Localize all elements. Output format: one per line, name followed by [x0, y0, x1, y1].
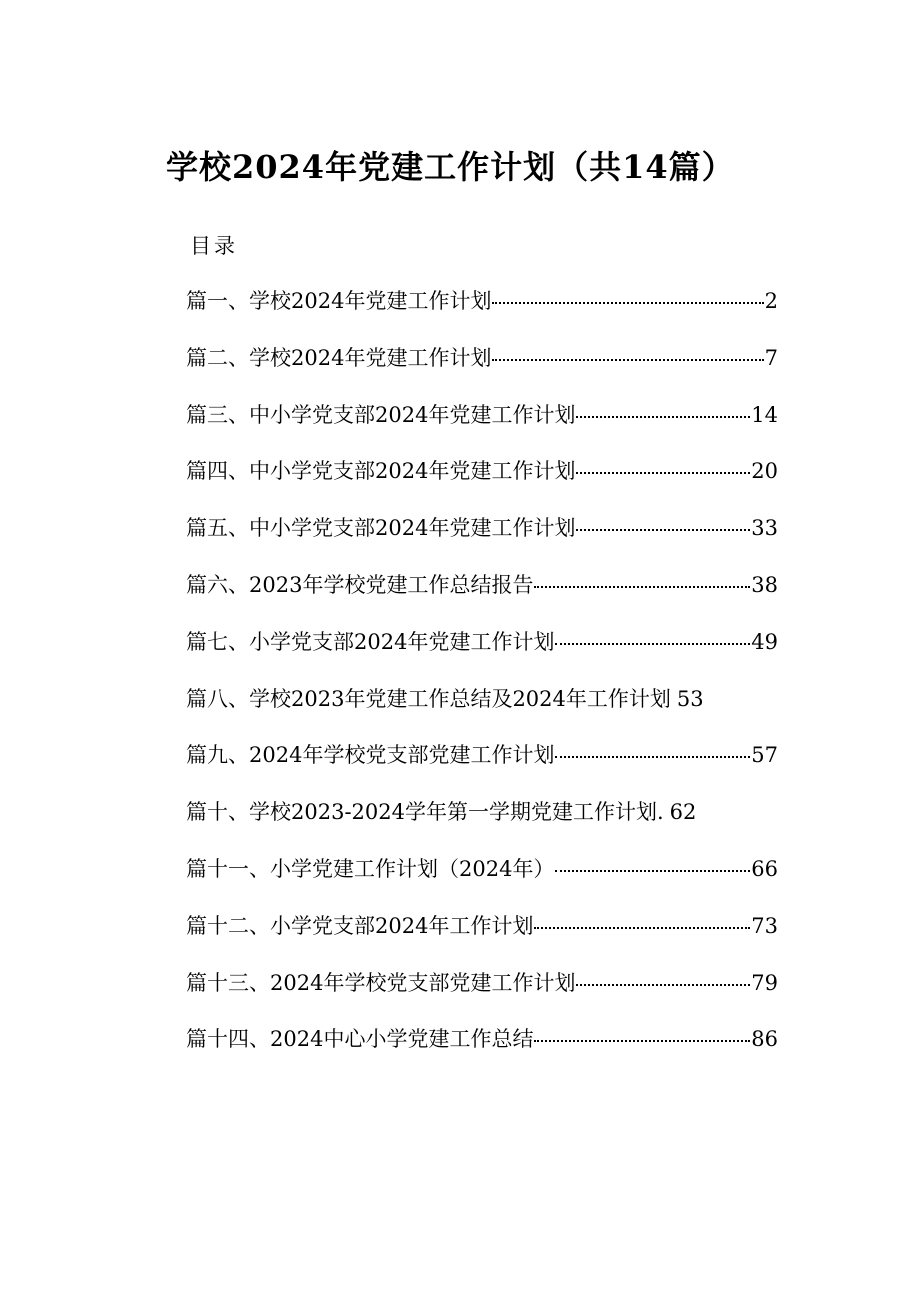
- toc-entry-title[interactable]: 篇二、学校2024年党建工作计划: [186, 345, 492, 370]
- toc-entry[interactable]: [186, 909, 778, 966]
- toc-entry[interactable]: [186, 795, 778, 852]
- table-of-contents: [186, 284, 778, 1079]
- toc-dot-leader: [534, 1036, 750, 1042]
- toc-page-number[interactable]: 49: [751, 629, 778, 654]
- toc-page-number[interactable]: 38: [751, 572, 778, 597]
- toc-entry[interactable]: [186, 511, 778, 568]
- document-title: 学校2024年党建工作计划（共14篇）: [166, 148, 735, 186]
- toc-entry[interactable]: [186, 341, 778, 398]
- toc-page-number[interactable]: 33: [751, 516, 778, 541]
- toc-dot-leader: [534, 923, 750, 929]
- toc-dot-leader: [534, 582, 750, 588]
- toc-entry-title[interactable]: 篇八、学校2023年党建工作总结及2024年工作计划: [186, 686, 671, 711]
- toc-entry-title[interactable]: 篇十三、2024年学校党支部党建工作计划: [186, 970, 576, 995]
- toc-page-number[interactable]: 79: [751, 970, 778, 995]
- toc-dot-leader: [576, 468, 750, 474]
- toc-entry-title[interactable]: 篇六、2023年学校党建工作总结报告: [186, 572, 534, 597]
- toc-page-number[interactable]: 57: [751, 743, 778, 768]
- toc-entry-title[interactable]: 篇十一、小学党建工作计划（2024年）: [186, 856, 555, 881]
- toc-page-number[interactable]: 86: [751, 1027, 778, 1052]
- toc-dot-leader: [576, 412, 750, 418]
- toc-entry[interactable]: [186, 568, 778, 625]
- toc-entry-title[interactable]: 篇七、小学党支部2024年党建工作计划: [186, 629, 555, 654]
- toc-dot-leader: [576, 525, 750, 531]
- toc-page-number[interactable]: 20: [751, 459, 778, 484]
- toc-dot-leader: [555, 752, 750, 758]
- toc-page-number[interactable]: 53: [676, 686, 704, 711]
- toc-entry-title[interactable]: 篇四、中小学党支部2024年党建工作计划: [186, 459, 576, 484]
- toc-entry[interactable]: [186, 682, 778, 739]
- toc-entry[interactable]: [186, 454, 778, 511]
- toc-dot-leader: [555, 639, 750, 645]
- toc-entry[interactable]: [186, 398, 778, 455]
- toc-dot-leader: [492, 298, 763, 304]
- toc-heading: 目录: [190, 234, 238, 258]
- toc-entry-title[interactable]: 篇九、2024年学校党支部党建工作计划: [186, 743, 555, 768]
- toc-entry-title[interactable]: 篇十四、2024中心小学党建工作总结: [186, 1027, 534, 1052]
- toc-entry-title[interactable]: 篇十二、小学党支部2024年工作计划: [186, 913, 534, 938]
- toc-entry-title[interactable]: 篇三、中小学党支部2024年党建工作计划: [186, 402, 576, 427]
- toc-entry-title[interactable]: 篇一、学校2024年党建工作计划: [186, 289, 492, 313]
- toc-dot-leader: [576, 980, 750, 986]
- toc-dot-leader: [492, 355, 763, 361]
- toc-page-number[interactable]: 2: [764, 289, 778, 313]
- toc-dot-leader: [555, 866, 750, 872]
- toc-page-number[interactable]: 66: [751, 856, 778, 881]
- toc-entry[interactable]: [186, 284, 778, 341]
- toc-entry[interactable]: [186, 1022, 778, 1079]
- toc-entry[interactable]: [186, 852, 778, 909]
- toc-page-number[interactable]: 7: [764, 345, 778, 370]
- toc-entry[interactable]: [186, 966, 778, 1023]
- toc-page-number[interactable]: 62: [669, 800, 697, 825]
- toc-entry[interactable]: [186, 738, 778, 795]
- toc-entry-title[interactable]: 篇五、中小学党支部2024年党建工作计划: [186, 516, 576, 541]
- toc-entry-title[interactable]: 篇十、学校2023-2024学年第一学期党建工作计划.: [186, 800, 664, 825]
- toc-page-number[interactable]: 73: [751, 913, 778, 938]
- toc-page-number[interactable]: 14: [751, 402, 778, 427]
- toc-entry[interactable]: [186, 625, 778, 682]
